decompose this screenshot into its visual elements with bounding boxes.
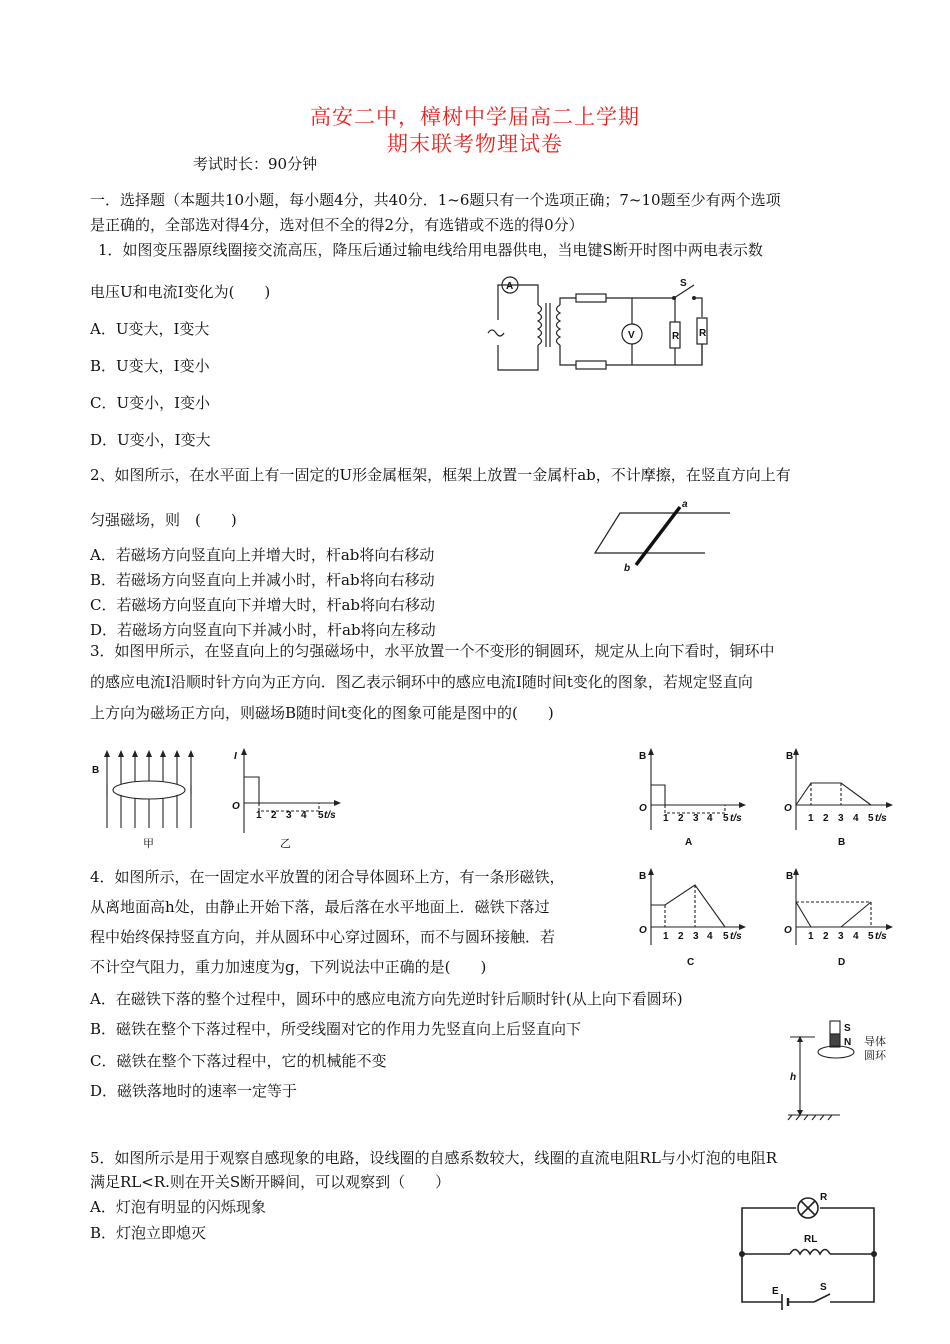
graph-a-origin: O <box>639 803 647 814</box>
height-label: h <box>790 1072 797 1083</box>
switch-label: S <box>820 1282 827 1293</box>
graph-c-origin: O <box>639 925 647 936</box>
q3-graph-c <box>635 865 750 970</box>
graph-c-b-axis: B <box>639 871 647 882</box>
yi-tick-2: 2 <box>271 810 277 821</box>
b-field-label: B <box>92 765 100 776</box>
q3-graph-d <box>784 865 899 970</box>
graph-d-tick-1: 1 <box>808 931 814 942</box>
graph-b-tick-4: 4 <box>853 813 859 824</box>
q3-graph-b <box>784 745 899 850</box>
graph-d-t-axis: t/s <box>875 931 887 942</box>
q2-option-d: D．若磁场方向竖直向下并减小时，杆ab将向左移动 <box>90 621 436 639</box>
voltmeter-label: V <box>628 330 635 341</box>
q4-option-d: D．磁铁落地时的速率一定等于 <box>90 1082 298 1100</box>
yi-caption: 乙 <box>280 838 291 850</box>
ring-label-line2: 圆环 <box>864 1050 886 1062</box>
q4-stem-line3: 程中始终保持竖直方向，并从圆环中心穿过圆环，而不与圆环接触．若 <box>90 928 556 946</box>
yi-i-axis: I <box>234 751 237 762</box>
ring-label-line1: 导体 <box>864 1036 886 1048</box>
q2-option-a: A．若磁场方向竖直向上并增大时，杆ab将向右移动 <box>90 546 435 564</box>
q5-option-b: B．灯泡立即熄灭 <box>90 1224 207 1242</box>
q1-option-b: B．U变大，I变小 <box>90 357 210 375</box>
q1-option-d: D．U变小，I变大 <box>90 431 211 449</box>
graph-a-tick-1: 1 <box>663 813 669 824</box>
graph-d-tick-2: 2 <box>823 931 829 942</box>
q5-stem-line2: 满足RL<R.则在开关S断开瞬间，可以观察到（ ） <box>90 1173 451 1191</box>
q2-stem-line2: 匀强磁场，则 ( ) <box>90 511 237 529</box>
q3-graph-a <box>635 745 750 850</box>
inductor-label: RL <box>804 1234 818 1245</box>
q4-option-c: C．磁铁在整个下落过程中，它的机械能不变 <box>90 1052 387 1070</box>
graph-b-t-axis: t/s <box>875 813 887 824</box>
battery-label: E <box>772 1286 779 1297</box>
q2-option-c: C．若磁场方向竖直向下并增大时，杆ab将向右移动 <box>90 596 436 614</box>
graph-b-tick-3: 3 <box>838 813 844 824</box>
q1-option-c: C．U变小，I变小 <box>90 394 211 412</box>
q4-stem-line1: 4．如图所示，在一固定水平放置的闭合导体圆环上方，有一条形磁铁， <box>90 868 565 886</box>
jia-caption: 甲 <box>143 838 154 850</box>
switch-label: S <box>680 278 687 289</box>
graph-d-tick-4: 4 <box>853 931 859 942</box>
q3-figure-jia <box>85 745 215 855</box>
graph-c-caption: C <box>687 957 695 968</box>
page-subtitle: 期末联考物理试卷 <box>387 132 563 156</box>
q3-figure-yi <box>228 745 353 855</box>
graph-a-caption: A <box>685 837 693 848</box>
rod-end-b: b <box>624 563 631 574</box>
yi-tick-3: 3 <box>286 810 292 821</box>
q2-u-frame-figure <box>590 495 740 575</box>
q4-stem-line4: 不计空气阻力，重力加速度为g，下列说法中正确的是( ) <box>90 958 487 976</box>
graph-c-tick-1: 1 <box>663 931 669 942</box>
magnet-north-label: N <box>844 1037 852 1048</box>
exam-duration: 考试时长：90分钟 <box>193 155 318 173</box>
q4-option-b: B．磁铁在整个下落过程中，所受线圈对它的作用力先竖直向上后竖直向下 <box>90 1020 582 1038</box>
q1-stem-line1: 1．如图变压器原线圈接交流高压，降压后通过输电线给用电器供电，当电键S断开时图中两电表示数 <box>98 241 763 259</box>
graph-a-tick-4: 4 <box>707 813 713 824</box>
q5-stem-line1: 5．如图所示是用于观察自感现象的电路，设线圈的自感系数较大，线圈的直流电阻RL与小灯泡的电阻R <box>90 1149 778 1167</box>
magnet-south-label: S <box>844 1023 851 1034</box>
yi-tick-1: 1 <box>256 810 262 821</box>
rod-end-a: a <box>682 499 688 510</box>
q3-stem-line2: 的感应电流I沿顺时针方向为正方向．图乙表示铜环中的感应电流I随时间t变化的图象，若规定竖直向 <box>90 673 753 691</box>
graph-d-tick-3: 3 <box>838 931 844 942</box>
graph-a-b-axis: B <box>639 751 647 762</box>
section-intro-line2: 是正确的，全部选对得4分，选对但不全的得2分，有选错或不选的得0分） <box>90 216 584 234</box>
resistor-label-2: R <box>699 328 707 339</box>
graph-a-tick-3: 3 <box>693 813 699 824</box>
q1-transformer-circuit-figure <box>480 275 730 385</box>
graph-d-origin: O <box>784 925 792 936</box>
graph-d-tick-5: 5 <box>868 931 874 942</box>
q5-option-a: A．灯泡有明显的闪烁现象 <box>90 1198 266 1216</box>
q4-option-a: A．在磁铁下落的整个过程中，圆环中的感应电流方向先逆时针后顺时针(从上向下看圆环) <box>90 990 683 1008</box>
q4-magnet-ring-figure <box>780 1015 900 1125</box>
q2-stem-line1: 2、如图所示，在水平面上有一固定的U形金属框架，框架上放置一金属杆ab，不计摩擦，在竖直方向上有 <box>90 466 791 484</box>
lamp-label: R <box>820 1192 828 1203</box>
ammeter-label: A <box>506 281 514 292</box>
graph-b-origin: O <box>784 803 792 814</box>
yi-tick-5: 5 <box>318 810 324 821</box>
graph-b-tick-2: 2 <box>823 813 829 824</box>
q4-stem-line2: 从离地面高h处，由静止开始下落，最后落在水平地面上．磁铁下落过 <box>90 898 550 916</box>
graph-b-tick-5: 5 <box>868 813 874 824</box>
graph-b-caption: B <box>838 837 846 848</box>
graph-d-caption: D <box>838 957 846 968</box>
graph-c-tick-2: 2 <box>678 931 684 942</box>
graph-a-t-axis: t/s <box>730 813 742 824</box>
q2-option-b: B．若磁场方向竖直向上并减小时，杆ab将向右移动 <box>90 571 435 589</box>
q3-stem-line3: 上方向为磁场正方向，则磁场B随时间t变化的图象可能是图中的( ) <box>90 704 554 722</box>
graph-c-t-axis: t/s <box>730 931 742 942</box>
graph-c-tick-3: 3 <box>693 931 699 942</box>
graph-a-tick-5: 5 <box>723 813 729 824</box>
graph-d-b-axis: B <box>786 871 794 882</box>
graph-c-tick-4: 4 <box>707 931 713 942</box>
yi-tick-4: 4 <box>301 810 307 821</box>
q1-option-a: A．U变大，I变大 <box>90 320 210 338</box>
section-intro-line1: 一．选择题（本题共10小题，每小题4分，共40分．1~6题只有一个选项正确；7~10题至少有两个选项 <box>90 191 781 209</box>
graph-b-b-axis: B <box>786 751 794 762</box>
yi-t-axis: t/s <box>324 810 336 821</box>
yi-origin: O <box>232 801 240 812</box>
page-title: 高安二中，樟树中学届高二上学期 <box>310 105 640 129</box>
q1-stem-line2: 电压U和电流I变化为( ) <box>90 283 271 301</box>
resistor-label-1: R <box>672 331 680 342</box>
graph-c-tick-5: 5 <box>723 931 729 942</box>
graph-b-tick-1: 1 <box>808 813 814 824</box>
q3-stem-line1: 3．如图甲所示，在竖直向上的匀强磁场中，水平放置一个不变形的铜圆环，规定从上向下看时，铜环中 <box>90 642 775 660</box>
graph-a-tick-2: 2 <box>678 813 684 824</box>
q5-self-inductance-circuit-figure <box>732 1190 892 1315</box>
